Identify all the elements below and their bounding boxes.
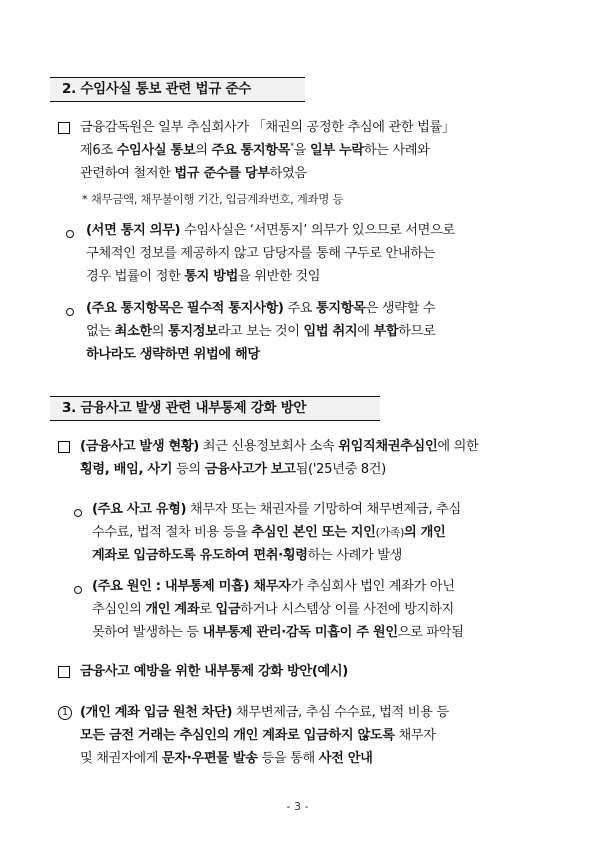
text: 에	[357, 324, 374, 339]
square-bullet-icon	[58, 441, 70, 453]
text: (가족)	[375, 526, 405, 539]
s2-p2-line-1	[86, 219, 455, 242]
s2-footnote: * 채무금액, 채무불이행 기간, 입금계좌번호, 계좌명 등	[82, 192, 344, 206]
emphasis: 수임사실 통보	[116, 143, 196, 158]
section-2-title: 2. 수임사실 통보 관련 법규 준수	[62, 81, 251, 97]
text: 및 채권자에게	[80, 751, 163, 766]
emphasis: 금융사고가 보고	[204, 462, 296, 477]
text: 됨('25년중 8건)	[295, 462, 386, 477]
s3-p3-line-1	[92, 575, 464, 598]
emphasis: 채무자	[249, 579, 291, 594]
square-bullet-icon	[58, 122, 70, 134]
page-number: - 3 -	[286, 800, 309, 813]
s3-paragraph-4	[80, 660, 348, 683]
emphasis: (서면 통지 의무)	[86, 223, 181, 238]
emphasis: 입법 취지	[303, 324, 358, 339]
text: 을	[293, 143, 310, 158]
s3-p1-line-2	[80, 458, 478, 481]
text: 관련하여 철저한	[80, 166, 175, 181]
s2-p3-line-2	[86, 320, 435, 343]
text: 의	[151, 324, 169, 339]
s3-p5-line-3	[80, 747, 449, 770]
text: 하거나 시스템상 이를 사전에 방지하지	[240, 602, 454, 617]
s3-p1-line-1	[80, 435, 478, 458]
square-bullet-icon	[58, 666, 70, 678]
emphasis: 개인 계좌	[145, 602, 200, 617]
s3-p4-line-1: 금융사고 예방을 위한 내부통제 강화 방안(예시)	[80, 664, 348, 679]
circle-bullet-icon	[66, 230, 74, 238]
text: 경우 법률이 정한	[86, 269, 185, 284]
s3-p3-line-3	[92, 621, 464, 644]
emphasis: (주요 사고 유형)	[92, 502, 187, 517]
circle-bullet-icon	[74, 509, 82, 517]
emphasis: 통지항목	[316, 301, 366, 316]
emphasis: (주요 통지항목은 필수적 통지사항)	[86, 301, 284, 316]
emphasis: 추심인 본인 또는 지인	[251, 525, 376, 540]
emphasis: 최소한	[114, 324, 152, 339]
text: 못하여 발생하는 등	[92, 625, 203, 640]
text: 없는	[86, 324, 115, 339]
emphasis: 하나라도 생략하면	[86, 347, 190, 362]
emphasis: 사전 안내	[318, 751, 373, 766]
emphasis: (주요 원인 : 내부통제 미흡)	[92, 579, 250, 594]
emphasis: 내부통제 관리·감독 미흡이 주 원인	[202, 625, 398, 640]
emphasis: 부합	[373, 324, 399, 339]
s2-paragraph-3	[86, 297, 435, 366]
text: 라고 보는 것이	[217, 324, 304, 339]
text: 수임사실은 ‘서면통지’ 의무가 있으므로 서면으로	[180, 223, 455, 238]
text: 하는 사례가 발생	[307, 548, 403, 563]
text: 으로 파악됨	[397, 625, 464, 640]
s3-paragraph-5	[80, 701, 449, 770]
section-3-title: 3. 금융사고 발생 관련 내부통제 강화 방안	[62, 400, 307, 416]
emphasis: 문자·우편물 발송	[162, 751, 258, 766]
s2-p1-line-1: 금융감독원은 일부 추심회사가 「채권의 공정한 추심에 관한 법률」	[80, 120, 455, 135]
s3-paragraph-2	[92, 498, 461, 567]
emphasis: 통지 방법	[184, 269, 239, 284]
footnote-marker: *	[290, 141, 294, 151]
text: 을 위반한 것임	[238, 269, 321, 284]
section-3-header	[50, 396, 380, 421]
s3-p2-line-3	[92, 544, 461, 567]
text: 수수료, 법적 절차 비용 등을	[92, 525, 252, 540]
s3-paragraph-3	[92, 575, 464, 644]
text: 은 생략할 수	[365, 301, 436, 316]
emphasis: 법규 준수를 당부	[174, 166, 270, 181]
text: 제6조	[80, 143, 117, 158]
emphasis: 의 개인	[404, 525, 446, 540]
text: 하였음	[269, 166, 307, 181]
emphasis: 계좌로 입금하도록 유도하여 편취·횡령	[92, 548, 308, 563]
circled-number-1: 1	[58, 706, 72, 720]
s2-paragraph-2	[86, 219, 455, 288]
text: 하므로	[398, 324, 436, 339]
text: 하는 사례와	[363, 143, 430, 158]
text: 채무자 또는 채권자를 기망하여 채무변제금, 추심	[186, 502, 461, 517]
text: 에 의한	[437, 439, 479, 454]
s2-p3-line-3	[86, 343, 435, 366]
emphasis: 횡령, 배임, 사기	[80, 462, 173, 477]
emphasis: 일부 누락	[309, 143, 364, 158]
s2-p2-line-2: 구체적인 정보를 제공하지 않고 담당자를 통해 구두로 안내하는	[86, 246, 436, 261]
text: 최근 신용정보회사 소속	[198, 439, 339, 454]
text: 의	[195, 143, 212, 158]
s3-p3-line-2	[92, 598, 464, 621]
text: 가 추심회사 법인 계좌가 아닌	[290, 579, 455, 594]
emphasis: 위임직채권추심인	[338, 439, 438, 454]
text: 채무자	[394, 728, 436, 743]
circle-bullet-icon	[66, 308, 74, 316]
s2-p1-line-2	[80, 139, 455, 162]
emphasis: 주요 통지항목	[211, 143, 291, 158]
text: 로	[199, 602, 216, 617]
s3-p2-line-2	[92, 521, 461, 544]
s3-paragraph-1	[80, 435, 478, 481]
text: 채무변제금, 추심 수수료, 법적 비용 등	[232, 705, 449, 720]
text: 주요	[283, 301, 316, 316]
emphasis: 입금	[215, 602, 241, 617]
circle-bullet-icon	[74, 586, 82, 594]
emphasis: (금융사고 발생 현황)	[80, 439, 199, 454]
emphasis: 모든 금전 거래는 추심인의 개인 계좌로 입금하지 않도록	[80, 728, 395, 743]
s2-p2-line-3	[86, 265, 455, 288]
section-2-header	[50, 77, 305, 102]
s3-p5-line-1	[80, 701, 449, 724]
emphasis: 위법에 해당	[189, 347, 260, 362]
text: 등의	[172, 462, 205, 477]
emphasis: 통지정보	[168, 324, 218, 339]
s2-paragraph-1	[80, 116, 455, 185]
s2-p1-line-3	[80, 162, 455, 185]
emphasis: (개인 계좌 입금 원천 차단)	[80, 705, 233, 720]
s3-p2-line-1	[92, 498, 461, 521]
s2-p3-line-1	[86, 297, 435, 320]
text: 등을 통해	[257, 751, 319, 766]
s3-p5-line-2	[80, 724, 449, 747]
text: 추심인의	[92, 602, 146, 617]
